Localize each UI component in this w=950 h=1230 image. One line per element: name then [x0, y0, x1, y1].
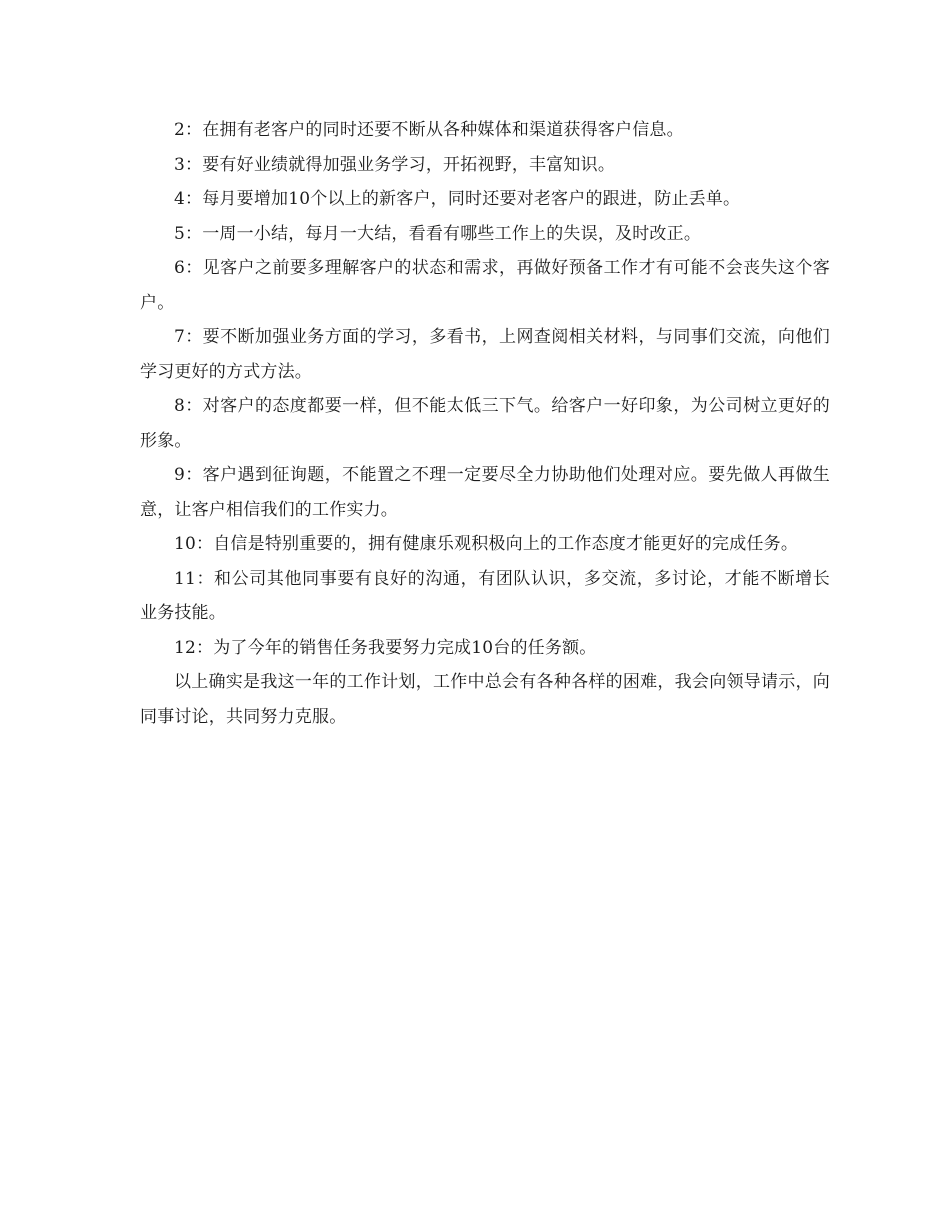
paragraph-conclusion: 以上确实是我这一年的工作计划，工作中总会有各种各样的困难，我会向领导请示，向同事讨论，共同努力克服。 [140, 672, 830, 727]
document-body [140, 113, 830, 734]
paragraph-item-9: 9：客户遇到征询题，不能置之不理一定要尽全力协助他们处理对应。要先做人再做生意，让客户相信我们的工作实力。 [140, 465, 830, 520]
paragraph-item-11: 11：和公司其他同事要有良好的沟通，有团队认识，多交流，多讨论，才能不断增长业务技能。 [140, 568, 830, 623]
paragraph-item-5: 5：一周一小结，每月一大结，看看有哪些工作上的失误，及时改正。 [174, 223, 702, 244]
paragraph-item-12: 12：为了今年的销售任务我要努力完成10台的任务额。 [174, 637, 597, 658]
paragraph-item-7: 7：要不断加强业务方面的学习，多看书，上网查阅相关材料，与同事们交流，向他们学习更好的方式方法。 [140, 327, 830, 382]
paragraph-item-8: 8：对客户的态度都要一样，但不能太低三下气。给客户一好印象，为公司树立更好的形象。 [140, 396, 830, 451]
paragraph-item-6: 6：见客户之前要多理解客户的状态和需求，再做好预备工作才有可能不会丧失这个客户。 [140, 258, 830, 313]
paragraph-item-2: 2：在拥有老客户的同时还要不断从各种媒体和渠道获得客户信息。 [174, 120, 684, 140]
paragraph-item-4: 4：每月要增加10个以上的新客户，同时还要对老客户的跟进，防止丢单。 [174, 189, 741, 209]
paragraph-item-10: 10：自信是特别重要的，拥有健康乐观积极向上的工作态度才能更好的完成任务。 [174, 534, 799, 554]
paragraph-item-3: 3：要有好业绩就得加强业务学习，开拓视野，丰富知识。 [174, 154, 616, 175]
